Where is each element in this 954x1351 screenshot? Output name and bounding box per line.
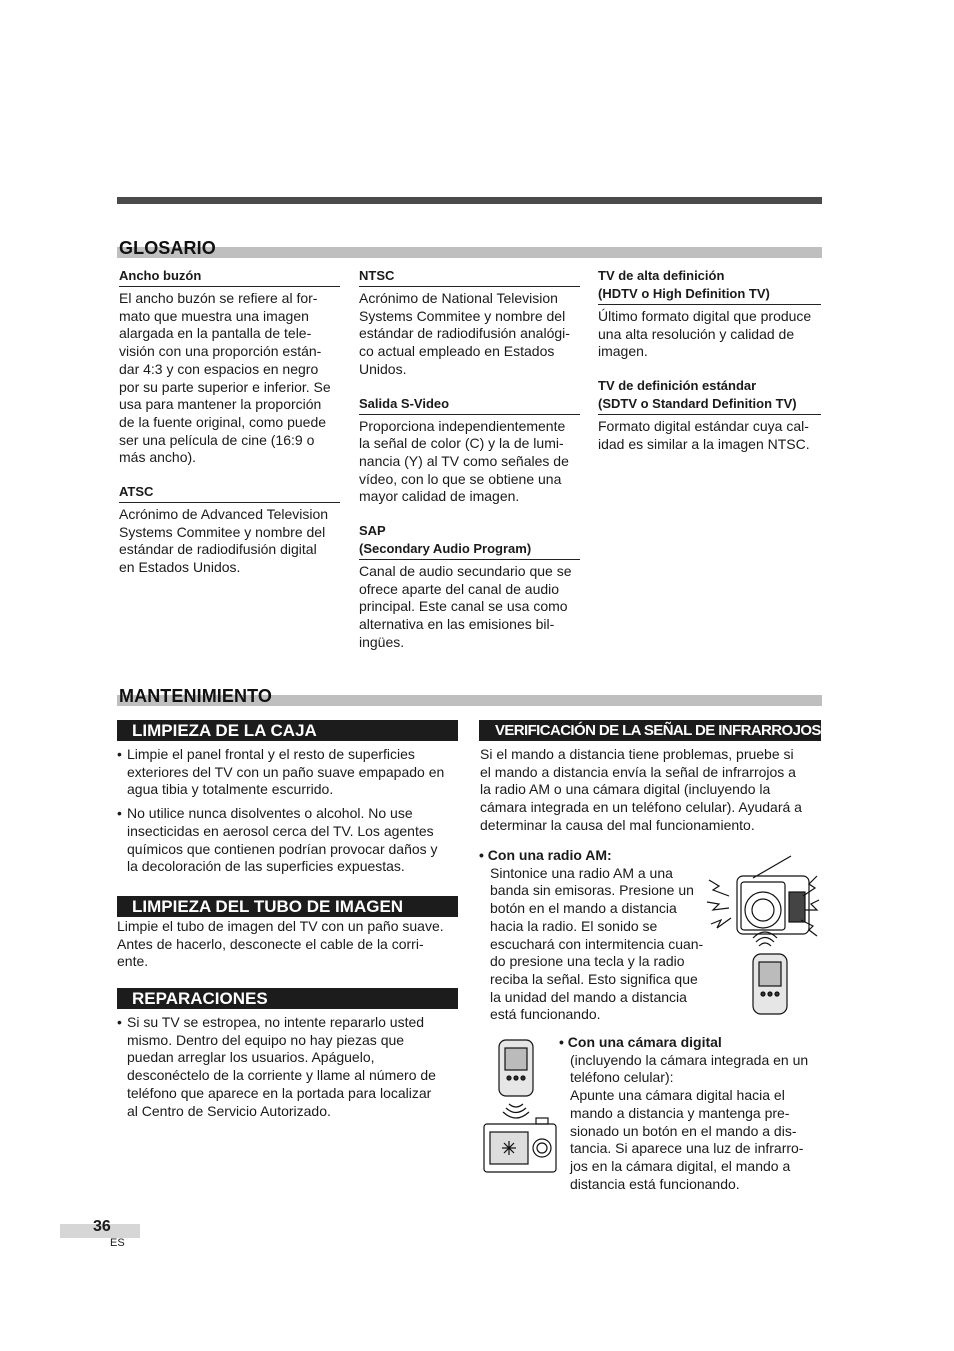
camera-remote-illustration <box>480 1038 560 1176</box>
term-hdtv: TV de alta definición (HDTV o High Definition TV) <box>598 267 821 305</box>
radio-text: Sintonice una radio AM a una banda sin emisoras. Presione un botón en el mando a distancia hacia la radio. El sonido se escuchará con intermitencia cuan- do presione una tecla y la radio reciba la señal. Esto significa que la unidad del mando a distancia está funcionando. <box>490 864 704 1023</box>
glossary-column-3 <box>598 267 821 470</box>
limpieza-tubo-heading: LIMPIEZA DEL TUBO DE IMAGEN <box>117 896 458 917</box>
radio-title: • Con una radio AM: <box>479 847 612 863</box>
list-item: • No utilice nunca disolventes o alcohol. No use insecticidas en aerosol cerca del TV. Los agentes químicos que contienen podrían provocar daños y la decoloración de las superficies expuestas. <box>117 805 458 876</box>
glossary-column-1 <box>119 267 340 593</box>
definition-hdtv: Último formato digital que produce una alta resolución y calidad de imagen. <box>598 308 812 360</box>
top-rule <box>117 197 822 204</box>
camera-title: • Con una cámara digital <box>559 1034 722 1050</box>
verificacion-intro: Si el mando a distancia tiene problemas, pruebe si el mando a distancia envía la señal de infrarrojos a la radio AM o una cámara digital (incluyendo la cámara integrada en un teléfono celular). Ayudará a determinar la causa del mal funcionamiento. <box>480 746 802 833</box>
mantenimiento-title: MANTENIMIENTO <box>119 686 272 706</box>
maintenance-left-column <box>117 720 458 1126</box>
term-ancho-buzon: Ancho buzón <box>119 267 340 287</box>
limpieza-tubo-text: Limpie el tubo de imagen del TV con un paño suave. Antes de hacerlo, desconecte el cable de la corri- ente. <box>117 917 444 970</box>
reparaciones-bullets <box>117 1014 458 1120</box>
definition-atsc: Acrónimo de Advanced Television Systems Commitee y nombre del estándar de radiodifusión digital en Estados Unidos. <box>119 506 329 576</box>
page-number: 36 <box>93 1218 111 1235</box>
list-item: • Si su TV se estropea, no intente repararlo usted mismo. Dentro del equipo no hay piezas que puedan arreglar los usuarios. Apáguelo, desconéctelo de la corriente y llame al número de teléfono que aparece en la portada para localizar al Centro de Servicio Autorizado. <box>117 1014 458 1120</box>
page-language: ES <box>110 1237 125 1249</box>
definition-salida-s-video: Proporciona independientemente la señal de color (C) y la de lumi- nancia (Y) al TV como señales de vídeo, con lo que se obtiene una mayor calidad de imagen. <box>359 417 569 505</box>
glossary-column-2 <box>359 267 580 668</box>
glosario-title: GLOSARIO <box>119 238 216 258</box>
glosario-heading <box>117 233 822 259</box>
camera-method <box>559 1034 821 1193</box>
term-sdtv: TV de definición estándar (SDTV o Standard Definition TV) <box>598 377 821 415</box>
camera-text: (incluyendo la cámara integrada en un teléfono celular): Apunte una cámara digital hacia el mando a distancia y mantenga pre- sionado un botón en el mando a dis- tancia. Si aparece una luz de infrarro- jos en la cámara digital, el mando a distancia está funcionando. <box>570 1051 809 1192</box>
limpieza-caja-bullets <box>117 746 458 876</box>
verificacion-heading: VERIFICACIÓN DE LA SEÑAL DE INFRARROJOS <box>479 720 821 741</box>
limpieza-caja-heading: LIMPIEZA DE LA CAJA <box>117 720 458 741</box>
definition-sap: Canal de audio secundario que se ofrece aparte del canal de audio principal. Este canal se usa como alternativa en las emisiones bil- ingües. <box>359 563 572 650</box>
definition-ntsc: Acrónimo de National Television Systems Commitee y nombre del estándar de radiodifusión analógi- co actual empleado en Estados Unidos. <box>359 290 570 377</box>
maintenance-right-column <box>479 720 821 835</box>
radio-method <box>479 847 714 1024</box>
reparaciones-heading: REPARACIONES <box>117 988 458 1009</box>
definition-sdtv: Formato digital estándar cuya cal- idad es similar a la imagen NTSC. <box>598 418 810 452</box>
definition-ancho-buzon: El ancho buzón se refiere al for- mato que muestra una imagen alargada en la pantalla de tele- visión con una proporción están- dar 4:3 y con espacios en negro por su parte superior e inferior. Se usa para mantener la proporción de la fuente original, como puede ser una película de cine (16:9 o más ancho). <box>119 290 331 466</box>
radio-remote-illustration <box>705 850 823 1020</box>
list-item: • Limpie el panel frontal y el resto de superficies exteriores del TV con un paño suave empapado en agua tibia y totalmente escurrido. <box>117 746 458 799</box>
term-atsc: ATSC <box>119 483 340 503</box>
term-ntsc: NTSC <box>359 267 580 287</box>
term-sap: SAP (Secondary Audio Program) <box>359 522 580 560</box>
term-salida-s-video: Salida S-Video <box>359 395 580 415</box>
mantenimiento-heading <box>117 681 822 707</box>
